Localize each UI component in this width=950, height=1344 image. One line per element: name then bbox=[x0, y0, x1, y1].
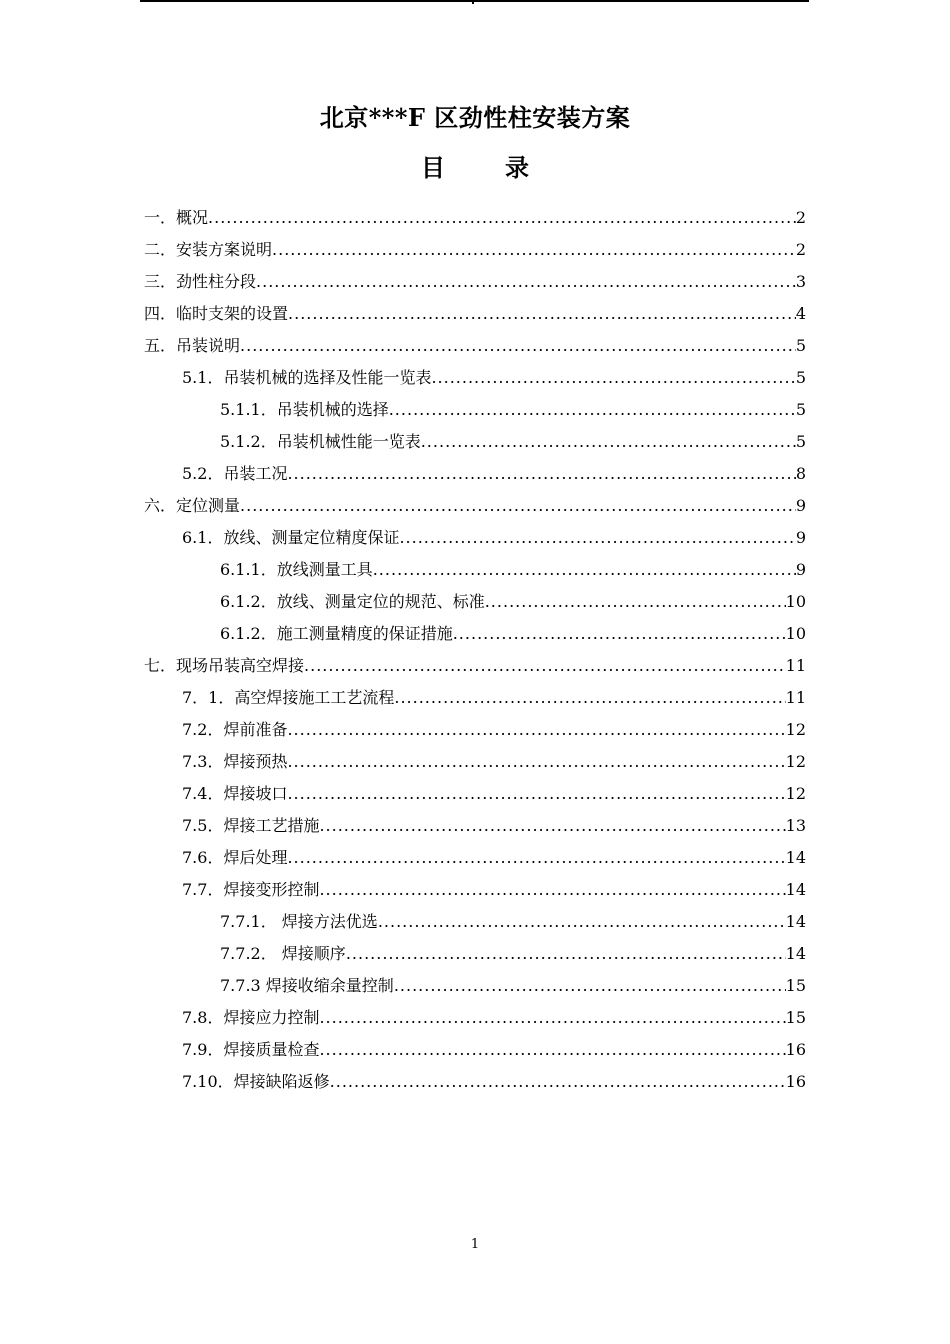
toc-entry-page: 12 bbox=[785, 784, 806, 803]
toc-dot-leader bbox=[346, 938, 786, 970]
toc-entry-label: 7.4．焊接坡口 bbox=[182, 784, 288, 803]
toc-dot-leader bbox=[287, 842, 785, 874]
toc-entry[interactable] bbox=[144, 650, 806, 682]
toc-entry-label: 6.1.1．放线测量工具 bbox=[220, 560, 373, 579]
toc-dot-leader bbox=[319, 1002, 785, 1034]
toc-entry-page: 4 bbox=[795, 304, 806, 323]
header-rule bbox=[140, 0, 809, 2]
toc-dot-leader bbox=[394, 682, 785, 714]
toc-entry-page: 12 bbox=[785, 752, 806, 771]
page-number: 1 bbox=[470, 1237, 480, 1252]
toc-entry-page: 5 bbox=[795, 432, 806, 451]
toc-entry-label: 四．临时支架的设置 bbox=[144, 304, 289, 323]
toc-entry[interactable] bbox=[144, 426, 806, 458]
toc-dot-leader bbox=[330, 1066, 786, 1098]
toc-dot-leader bbox=[287, 778, 785, 810]
toc-entry-page: 14 bbox=[785, 912, 806, 931]
toc-entry-page: 10 bbox=[785, 624, 806, 643]
toc-entry-page: 12 bbox=[785, 720, 806, 739]
toc-entry[interactable] bbox=[144, 522, 806, 554]
toc-entry[interactable] bbox=[144, 746, 806, 778]
toc-entry[interactable] bbox=[144, 1066, 806, 1098]
toc-entry-label: 7.9．焊接质量检查 bbox=[182, 1040, 320, 1059]
toc-entry[interactable] bbox=[144, 1034, 806, 1066]
toc-entry-label: 7.3．焊接预热 bbox=[182, 752, 288, 771]
toc-entry-label: 7.7．焊接变形控制 bbox=[182, 880, 320, 899]
toc-entry-label: 6.1．放线、测量定位精度保证 bbox=[182, 528, 400, 547]
toc-entry[interactable] bbox=[144, 1002, 806, 1034]
toc-dot-leader bbox=[373, 554, 796, 586]
toc-entry-label: 一．概况 bbox=[144, 208, 209, 227]
toc-entry-label: 7.6．焊后处理 bbox=[182, 848, 288, 867]
toc-entry[interactable] bbox=[144, 842, 806, 874]
toc-entry[interactable] bbox=[144, 906, 806, 938]
toc-dot-leader bbox=[389, 394, 796, 426]
toc-entry-page: 14 bbox=[785, 880, 806, 899]
toc-dot-leader bbox=[240, 330, 796, 362]
toc-dot-leader bbox=[288, 298, 796, 330]
toc-dot-leader bbox=[431, 362, 795, 394]
toc-entry-page: 5 bbox=[795, 368, 806, 387]
toc-entry-label: 7．1．高空焊接施工工艺流程 bbox=[182, 688, 395, 707]
toc-entry-label: 三．劲性柱分段 bbox=[144, 272, 257, 291]
toc-dot-leader bbox=[287, 714, 785, 746]
toc-entry-page: 16 bbox=[785, 1072, 806, 1091]
toc-dot-leader bbox=[378, 906, 786, 938]
toc-dot-leader bbox=[319, 1034, 785, 1066]
toc-dot-leader bbox=[394, 970, 786, 1002]
toc-dot-leader bbox=[256, 266, 796, 298]
toc-entry[interactable] bbox=[144, 586, 806, 618]
toc-entry-page: 3 bbox=[795, 272, 806, 291]
toc-entry[interactable] bbox=[144, 874, 806, 906]
toc-entry[interactable] bbox=[144, 458, 806, 490]
toc-entry-page: 14 bbox=[785, 944, 806, 963]
toc-entry-label: 7.7.1． 焊接方法优选 bbox=[220, 912, 378, 931]
toc-entry[interactable] bbox=[144, 714, 806, 746]
toc-entry-label: 5.1．吊装机械的选择及性能一览表 bbox=[182, 368, 432, 387]
toc-entry[interactable] bbox=[144, 266, 806, 298]
header-mark bbox=[472, 0, 474, 4]
toc-entry-page: 9 bbox=[795, 528, 806, 547]
toc-entry-page: 15 bbox=[785, 976, 806, 995]
toc-entry-page: 9 bbox=[795, 560, 806, 579]
table-of-contents bbox=[144, 202, 806, 1098]
toc-entry[interactable] bbox=[144, 938, 806, 970]
toc-entry-label: 5.1.1．吊装机械的选择 bbox=[220, 400, 389, 419]
toc-entry[interactable] bbox=[144, 810, 806, 842]
toc-entry-page: 14 bbox=[785, 848, 806, 867]
toc-entry-label: 7.7.3 焊接收缩余量控制 bbox=[220, 976, 394, 995]
toc-entry[interactable] bbox=[144, 554, 806, 586]
toc-entry-page: 11 bbox=[785, 656, 806, 675]
toc-entry-label: 六．定位测量 bbox=[144, 496, 241, 515]
toc-entry-page: 15 bbox=[785, 1008, 806, 1027]
toc-entry-label: 6.1.2．施工测量精度的保证措施 bbox=[220, 624, 453, 643]
toc-dot-leader bbox=[287, 746, 785, 778]
toc-entry-label: 5.1.2．吊装机械性能一览表 bbox=[220, 432, 421, 451]
toc-entry-label: 7.5．焊接工艺措施 bbox=[182, 816, 320, 835]
toc-entry-label: 7.8．焊接应力控制 bbox=[182, 1008, 320, 1027]
toc-entry[interactable] bbox=[144, 202, 806, 234]
toc-dot-leader bbox=[240, 490, 796, 522]
toc-entry[interactable] bbox=[144, 394, 806, 426]
toc-entry-page: 2 bbox=[795, 208, 806, 227]
toc-heading bbox=[0, 150, 950, 186]
toc-dot-leader bbox=[399, 522, 795, 554]
toc-dot-leader bbox=[421, 426, 796, 458]
toc-dot-leader bbox=[208, 202, 796, 234]
toc-entry-label: 二．安装方案说明 bbox=[144, 240, 273, 259]
toc-dot-leader bbox=[319, 810, 785, 842]
toc-entry-page: 5 bbox=[795, 336, 806, 355]
toc-entry-page: 5 bbox=[795, 400, 806, 419]
toc-heading-char-1: 目 bbox=[421, 153, 445, 182]
toc-dot-leader bbox=[485, 586, 786, 618]
toc-entry[interactable] bbox=[144, 778, 806, 810]
toc-entry-page: 2 bbox=[795, 240, 806, 259]
toc-entry-page: 9 bbox=[795, 496, 806, 515]
toc-entry[interactable] bbox=[144, 298, 806, 330]
toc-entry-label: 5.2．吊装工况 bbox=[182, 464, 288, 483]
toc-dot-leader bbox=[287, 458, 795, 490]
toc-dot-leader bbox=[319, 874, 785, 906]
toc-entry-page: 13 bbox=[785, 816, 806, 835]
toc-entry-page: 10 bbox=[785, 592, 806, 611]
toc-entry-page: 11 bbox=[785, 688, 806, 707]
toc-entry[interactable] bbox=[144, 618, 806, 650]
toc-entry-page: 8 bbox=[795, 464, 806, 483]
toc-entry-label: 7.7.2． 焊接顺序 bbox=[220, 944, 346, 963]
toc-entry[interactable] bbox=[144, 970, 806, 1002]
toc-entry-label: 七．现场吊装高空焊接 bbox=[144, 656, 305, 675]
toc-entry[interactable] bbox=[144, 330, 806, 362]
toc-entry[interactable] bbox=[144, 490, 806, 522]
toc-entry[interactable] bbox=[144, 234, 806, 266]
toc-dot-leader bbox=[304, 650, 786, 682]
toc-entry-label: 五．吊装说明 bbox=[144, 336, 241, 355]
toc-dot-leader bbox=[453, 618, 786, 650]
toc-entry-label: 7.10．焊接缺陷返修 bbox=[182, 1072, 330, 1091]
toc-entry-label: 6.1.2．放线、测量定位的规范、标准 bbox=[220, 592, 485, 611]
document-title: 北京***F 区劲性柱安装方案 bbox=[319, 103, 631, 132]
toc-entry-label: 7.2．焊前准备 bbox=[182, 720, 288, 739]
toc-entry[interactable] bbox=[144, 682, 806, 714]
toc-heading-char-2: 录 bbox=[505, 153, 529, 182]
toc-dot-leader bbox=[272, 234, 796, 266]
toc-entry[interactable] bbox=[144, 362, 806, 394]
toc-entry-page: 16 bbox=[785, 1040, 806, 1059]
